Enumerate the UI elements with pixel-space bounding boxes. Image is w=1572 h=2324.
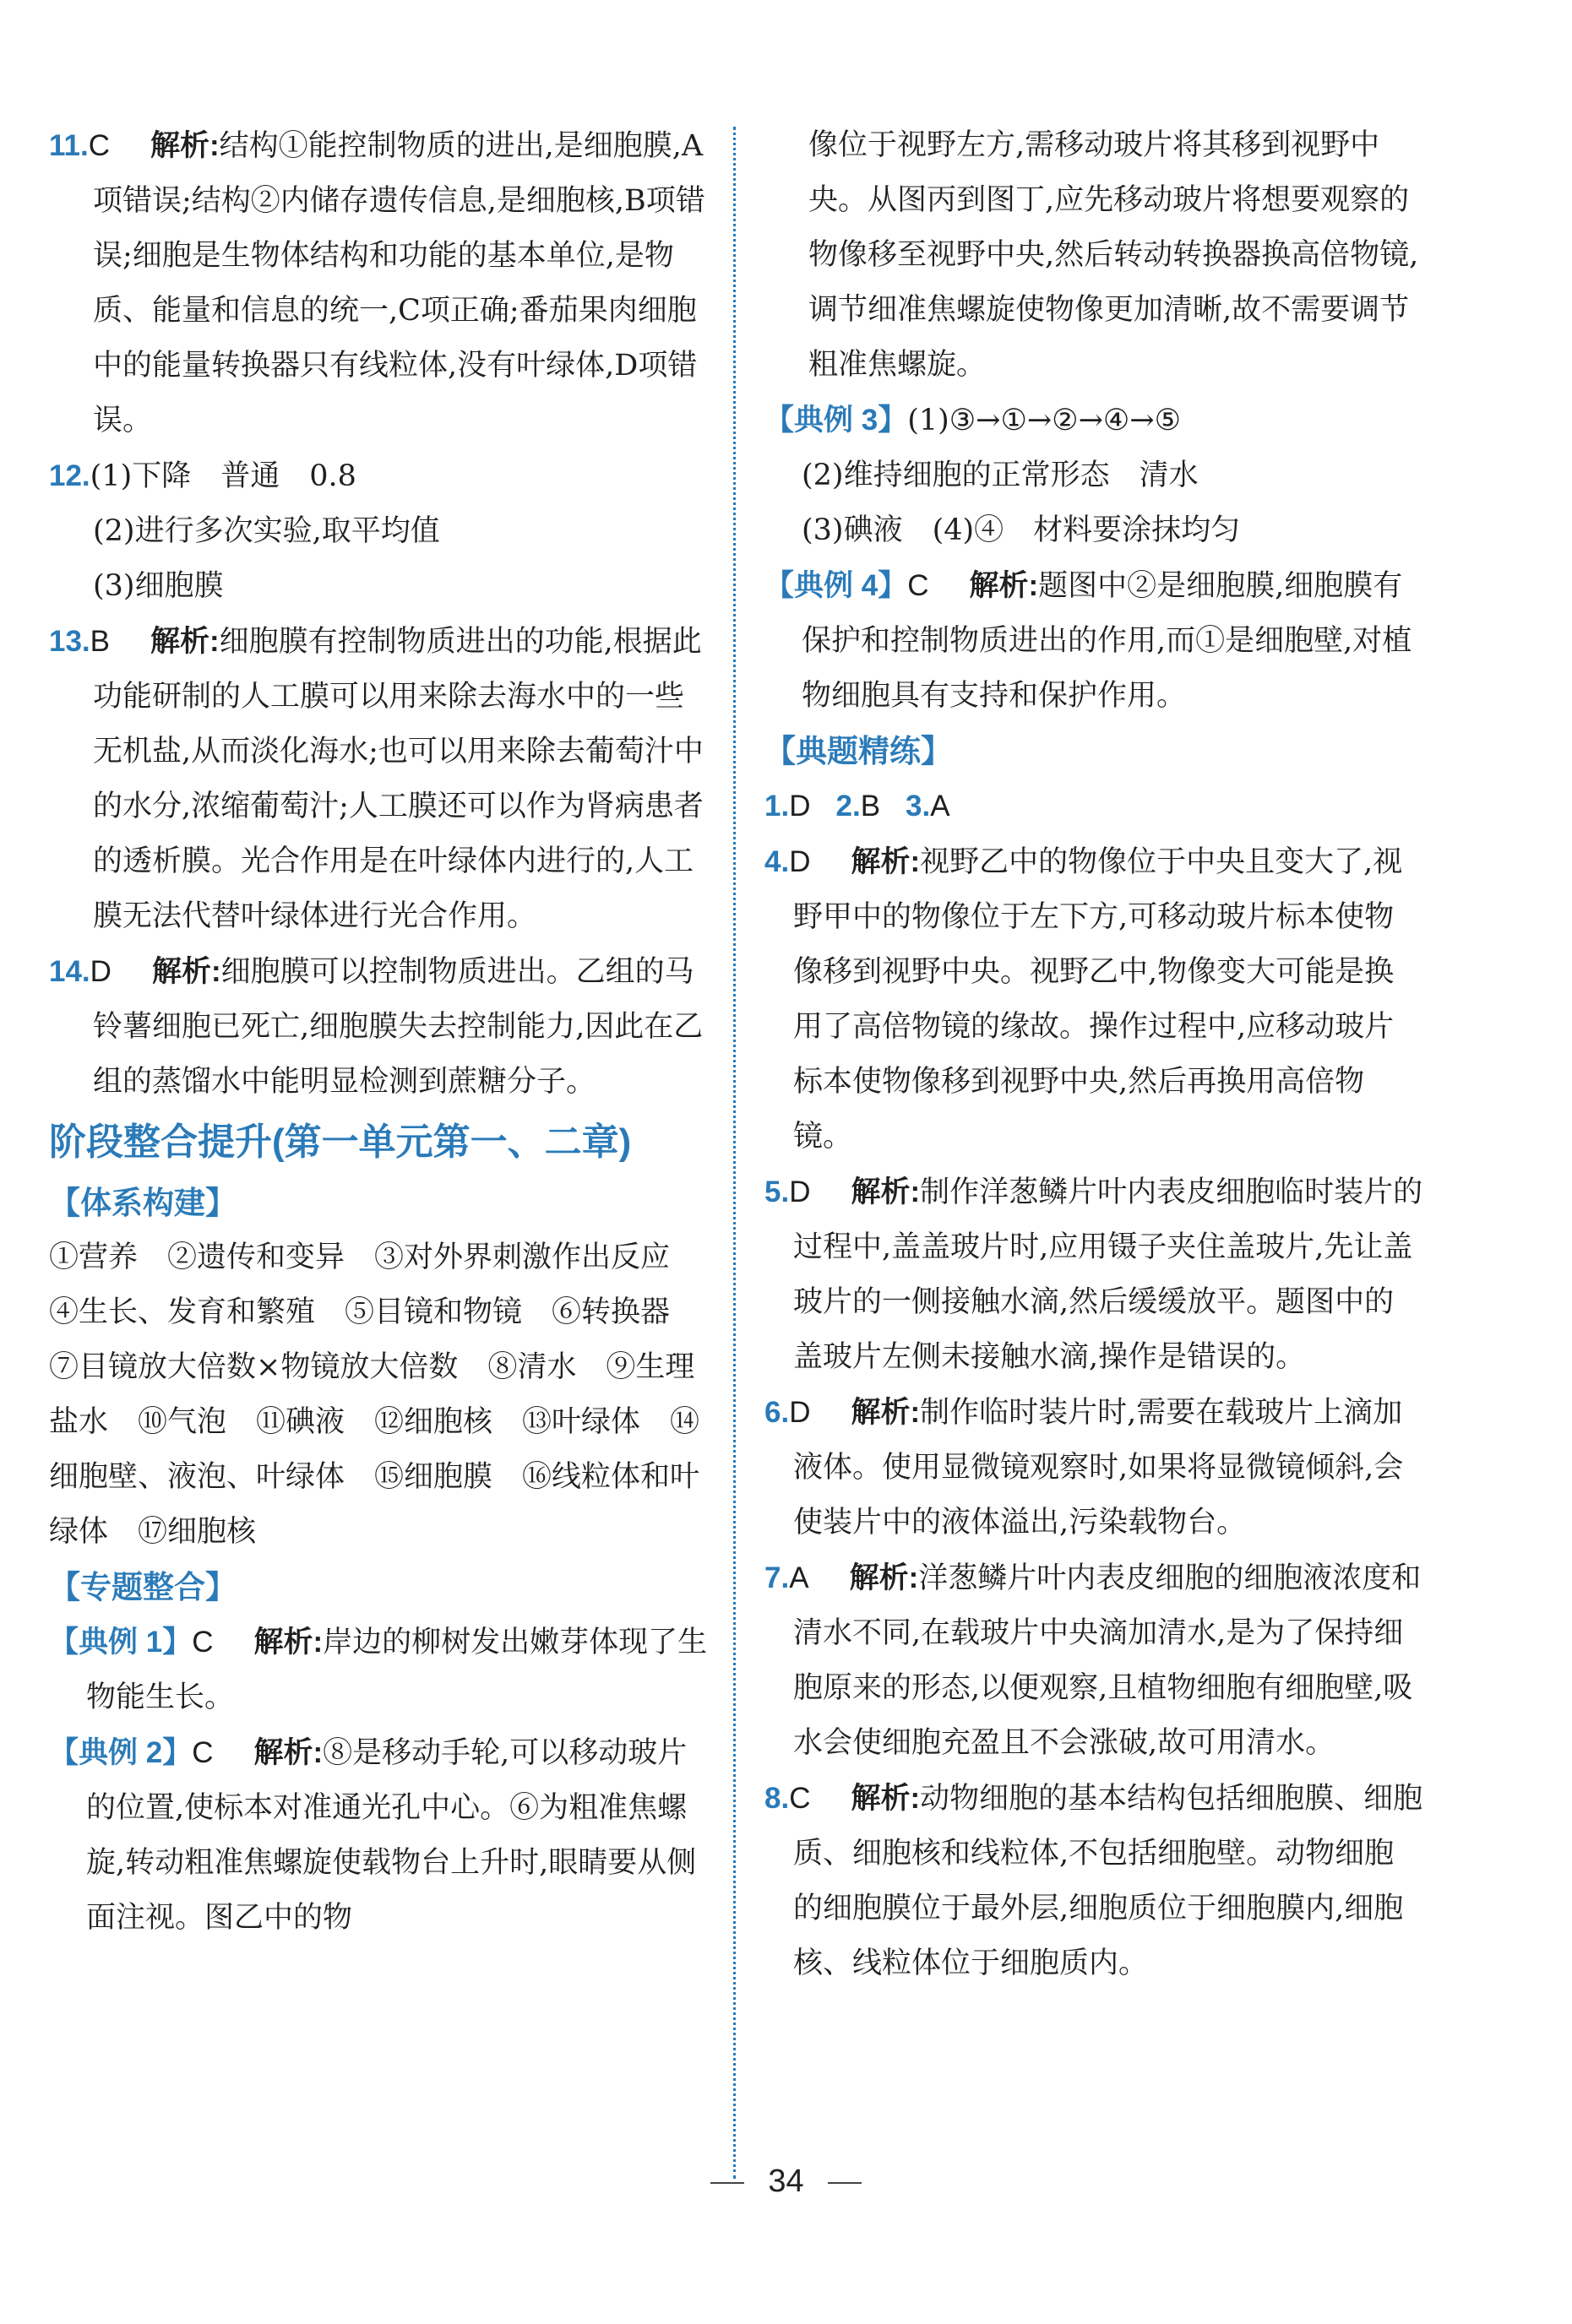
answer-line: (1)③→①→②→④→⑤ [907,404,1181,437]
page-number-value: 34 [768,2164,804,2199]
analysis-text: 动物细胞的基本结构包括细胞膜、细胞质、细胞核和线粒体,不包括细胞壁。动物细胞的细胞膜位于最外层,细胞质位于细胞膜内,细胞核、线粒体位于细胞质内。 [793,1782,1423,1980]
item-number: 8. [764,1782,790,1815]
answer-choice: A [789,1561,809,1594]
analysis-text: 结构①能控制物质的进出,是细胞膜,A项错误;结构②内储存遗传信息,是细胞核,B项错误;细胞是生物体结构和功能的基本单位,是物质、能量和信息的统一,C项正确;番茄果肉细胞中的能量转换器只有线粒体,没有叶绿体,D项错误。 [93,129,705,437]
answer-item-11 [49,118,708,448]
analysis-label: 解析: [151,955,221,988]
analysis-text: 洋葱鳞片叶内表皮细胞的细胞液浓度和清水不同,在载玻片中央滴加清水,是为了保持细胞原来的形态,以便观察,且植物细胞有细胞壁,吸水会使细胞充盈且不会涨破,故可用清水。 [793,1561,1422,1760]
analysis-text: 制作洋葱鳞片叶内表皮细胞临时装片的过程中,盖盖玻片时,应用镊子夹住盖玻片,先让盖玻片的一侧接触水滴,然后缓缓放平。题图中的盖玻片左侧未接触水滴,操作是错误的。 [793,1176,1423,1374]
analysis-label: 解析: [969,569,1039,602]
item-number: 7. [764,1561,790,1594]
answer-choice: B [860,790,881,823]
analysis-text: ⑧是移动手轮,可以移动玻片的位置,使标本对准通光孔中心。⑥为粗准焦螺旋,转动粗准焦螺旋使载物台上升时,眼睛要从侧面注视。图乙中的物 [86,1736,697,1935]
analysis-label: 解析: [851,845,921,878]
column-divider [733,127,736,2179]
item-number: 13. [49,625,90,658]
analysis-label: 解析: [253,1626,324,1659]
analysis-label: 解析: [851,1176,921,1208]
answer-choice: C [789,1782,811,1815]
item-number: 1. [764,790,790,823]
answer-choice: D [789,1176,811,1208]
right-column [764,118,1423,1991]
item-number: 6. [764,1396,790,1429]
analysis-text: 制作临时装片时,需要在载玻片上滴加液体。使用显微镜观察时,如果将显微镜倾斜,会使装片中的液体溢出,污染载物台。 [793,1396,1404,1539]
analysis-text: 视野乙中的物像位于中央且变大了,视野甲中的物像位于左下方,可移动玻片标本使物像移到视野中央。视野乙中,物像变大可能是换用了高倍物镜的缘故。操作过程中,应移动玻片标本使物像移到视野中央,然后再换用高倍物镜。 [793,845,1403,1154]
system-text: ①营养 ②遗传和变异 ③对外界刺激作出反应 ④生长、发育和繁殖 ⑤目镜和物镜 ⑥转换器 ⑦目镜放大倍数×物镜放大倍数 ⑧清水 ⑨生理盐水 ⑩气泡 ⑪碘液 ⑫细胞核 ⑬叶绿体 ⑭细胞壁、液泡、叶绿体 ⑮细胞膜 ⑯线粒体和叶绿体 ⑰细胞核 [49,1241,700,1549]
analysis-label: 解析: [253,1736,324,1769]
analysis-text: 题图中②是细胞膜,细胞膜有保护和控制物质进出的作用,而①是细胞壁,对植物细胞具有支持和保护作用。 [802,569,1412,713]
answer-line: (2)维持细胞的正常形态 清水 [802,459,1199,492]
answer-item-12 [49,448,708,504]
answer-choice: C [192,1736,214,1769]
item-number: 3. [906,790,931,823]
practice-6 [764,1385,1423,1550]
analysis-label: 解析: [851,1396,921,1429]
answer-choice: D [789,790,811,823]
answer-choice: C [907,569,929,602]
answer-choice: C [192,1626,214,1659]
answer-choice: B [90,625,111,658]
example-2-continued: 像位于视野左方,需移动玻片将其移到视野中央。从图丙到图丁,应先移动玻片将想要观察的物像移至视野中央,然后转动转换器换高倍物镜,调节细准焦螺旋使物像更加清晰,故不需要调节粗准焦螺旋。 [808,128,1419,382]
answer-line: (3)碘液 (4)④ 材料要涂抹均匀 [802,513,1241,547]
practice-8 [764,1771,1423,1991]
example-tag: 【典例 3】 [764,404,908,437]
answer-choice: D [789,845,811,878]
answer-choice: D [90,955,112,988]
item-number: 11. [49,129,89,162]
analysis-label: 解析: [150,625,220,658]
answer-item-14 [49,944,708,1110]
example-1 [49,1615,708,1725]
answer-choice: C [88,129,111,162]
practice-7 [764,1550,1423,1771]
example-3 [764,393,1423,448]
left-column [49,118,708,1946]
example-tag: 【典例 4】 [764,569,908,602]
page-number [0,2164,1572,2200]
example-4 [764,558,1423,724]
example-tag: 【典例 2】 [49,1736,193,1769]
item-number: 4. [764,845,790,878]
practice-header: 【典题精练】 [764,734,952,768]
topic-header: 【专题整合】 [49,1570,237,1605]
answer-line: (1)下降 普通 0.8 [90,459,356,493]
stage-title: 阶段整合提升(第一单元第一、二章) [49,1121,632,1163]
answer-item-13 [49,614,708,944]
answer-line: (2)进行多次实验,取平均值 [93,514,440,548]
item-number: 2. [835,790,861,823]
practice-4 [764,834,1423,1165]
analysis-text: 细胞膜有控制物质进出的功能,根据此功能研制的人工膜可以用来除去海水中的一些无机盐,从而淡化海水;也可以用来除去葡萄汁中的水分,浓缩葡萄汁;人工膜还可以作为肾病患者的透析膜。光合作用是在叶绿体内进行的,人工膜无法代替叶绿体进行光合作用。 [93,625,704,933]
practice-1-3 [764,779,1423,834]
answer-choice: D [789,1396,811,1429]
analysis-label: 解析: [849,1561,919,1594]
practice-5 [764,1165,1423,1385]
item-number: 14. [49,955,90,988]
answer-line: (3)细胞膜 [93,569,224,603]
analysis-text: 细胞膜可以控制物质进出。乙组的马铃薯细胞已死亡,细胞膜失去控制能力,因此在乙组的蒸馏水中能明显检测到蔗糖分子。 [93,955,704,1099]
system-header: 【体系构建】 [49,1186,237,1220]
analysis-text: 岸边的柳树发出嫩芽体现了生物能生长。 [86,1626,708,1714]
item-number: 5. [764,1176,790,1208]
example-tag: 【典例 1】 [49,1626,193,1659]
dash-right [828,2182,862,2184]
dash-left [710,2182,744,2184]
answer-choice: A [930,790,950,823]
analysis-label: 解析: [150,129,220,162]
analysis-label: 解析: [851,1782,921,1815]
item-number: 12. [49,459,90,492]
example-2 [49,1725,708,1946]
